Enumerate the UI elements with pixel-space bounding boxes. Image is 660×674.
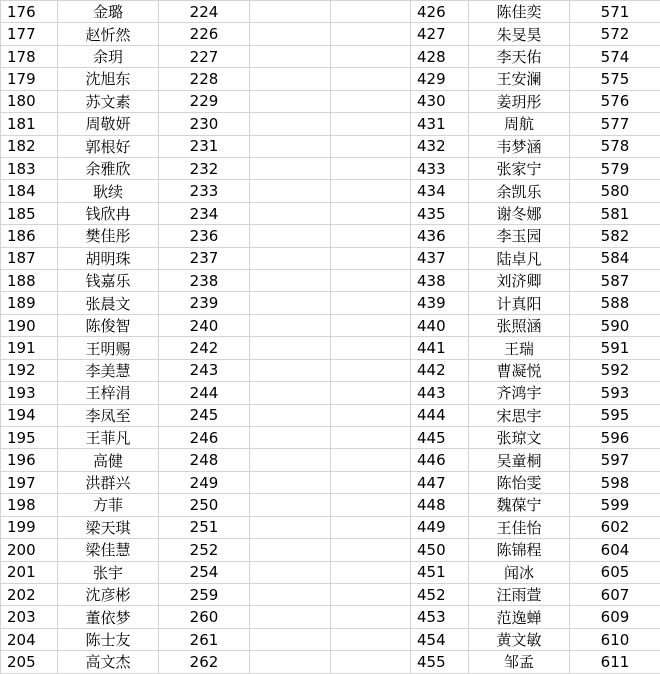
table-row [1, 180, 660, 202]
cell-empty[interactable] [250, 449, 331, 471]
cell-left-score[interactable]: 230 [159, 113, 250, 135]
cell-left-number[interactable]: 200 [1, 539, 58, 561]
table-row [1, 516, 660, 538]
cell-right-score[interactable]: 596 [570, 427, 660, 449]
cell-right-number[interactable]: 440 [411, 314, 469, 336]
cell-right-number[interactable]: 438 [411, 270, 469, 292]
cell-right-number[interactable]: 428 [411, 45, 469, 67]
cell-empty[interactable] [250, 516, 331, 538]
cell-left-score[interactable]: 237 [159, 247, 250, 269]
cell-right-score[interactable]: 611 [570, 651, 660, 673]
cell-left-number[interactable]: 178 [1, 45, 58, 67]
cell-left-number[interactable]: 183 [1, 157, 58, 179]
cell-left-number[interactable]: 192 [1, 359, 58, 381]
table-row [1, 471, 660, 493]
cell-right-number[interactable]: 441 [411, 337, 469, 359]
cell-empty[interactable] [331, 427, 411, 449]
cell-right-name[interactable]: 陈佳奕 [469, 1, 570, 23]
cell-right-name[interactable]: 陈怡雯 [469, 471, 570, 493]
cell-left-name[interactable]: 郭根好 [58, 135, 159, 157]
cell-left-number[interactable]: 187 [1, 247, 58, 269]
cell-empty[interactable] [250, 90, 331, 112]
cell-empty[interactable] [331, 516, 411, 538]
table-row [1, 628, 660, 650]
cell-empty[interactable] [250, 135, 331, 157]
cell-right-name[interactable]: 姜玥彤 [469, 90, 570, 112]
cell-left-number[interactable]: 193 [1, 382, 58, 404]
cell-left-name[interactable]: 高健 [58, 449, 159, 471]
cell-right-name[interactable]: 魏葆宁 [469, 494, 570, 516]
cell-empty[interactable] [331, 651, 411, 673]
cell-empty[interactable] [250, 1, 331, 23]
cell-empty[interactable] [331, 583, 411, 605]
cell-left-name[interactable]: 周敬妍 [58, 113, 159, 135]
cell-empty[interactable] [250, 337, 331, 359]
cell-empty[interactable] [250, 270, 331, 292]
cell-right-score[interactable]: 575 [570, 68, 660, 90]
cell-right-name[interactable]: 宋思宇 [469, 404, 570, 426]
cell-right-score[interactable]: 593 [570, 382, 660, 404]
cell-empty[interactable] [250, 314, 331, 336]
cell-right-name[interactable]: 闻冰 [469, 561, 570, 583]
cell-empty[interactable] [250, 113, 331, 135]
cell-empty[interactable] [331, 180, 411, 202]
cell-left-number[interactable]: 204 [1, 628, 58, 650]
cell-empty[interactable] [331, 471, 411, 493]
cell-empty[interactable] [250, 225, 331, 247]
cell-right-number[interactable]: 426 [411, 1, 469, 23]
cell-right-score[interactable]: 590 [570, 314, 660, 336]
table-row [1, 1, 660, 23]
cell-right-name[interactable]: 吴童桐 [469, 449, 570, 471]
cell-right-number[interactable]: 437 [411, 247, 469, 269]
cell-right-name[interactable]: 余凯乐 [469, 180, 570, 202]
table-row [1, 68, 660, 90]
cell-right-score[interactable]: 591 [570, 337, 660, 359]
table-row [1, 427, 660, 449]
cell-left-name[interactable]: 樊佳彤 [58, 225, 159, 247]
cell-empty[interactable] [331, 539, 411, 561]
cell-empty[interactable] [331, 68, 411, 90]
cell-right-number[interactable]: 453 [411, 606, 469, 628]
cell-left-score[interactable]: 238 [159, 270, 250, 292]
cell-empty[interactable] [250, 359, 331, 381]
table-row [1, 225, 660, 247]
cell-right-name[interactable]: 周航 [469, 113, 570, 135]
cell-empty[interactable] [250, 471, 331, 493]
cell-right-name[interactable]: 邹孟 [469, 651, 570, 673]
cell-left-name[interactable]: 梁天琪 [58, 516, 159, 538]
cell-right-number[interactable]: 455 [411, 651, 469, 673]
cell-right-score[interactable]: 592 [570, 359, 660, 381]
cell-left-number[interactable]: 203 [1, 606, 58, 628]
cell-left-number[interactable]: 188 [1, 270, 58, 292]
cell-left-number[interactable]: 201 [1, 561, 58, 583]
cell-left-name[interactable]: 方菲 [58, 494, 159, 516]
cell-right-name[interactable]: 谢冬娜 [469, 202, 570, 224]
cell-empty[interactable] [250, 427, 331, 449]
cell-left-name[interactable]: 余玥 [58, 45, 159, 67]
cell-empty[interactable] [250, 651, 331, 673]
cell-right-name[interactable]: 刘济卿 [469, 270, 570, 292]
cell-empty[interactable] [331, 337, 411, 359]
table-row [1, 247, 660, 269]
cell-left-number[interactable]: 185 [1, 202, 58, 224]
cell-right-score[interactable]: 584 [570, 247, 660, 269]
cell-empty[interactable] [331, 247, 411, 269]
cell-empty[interactable] [250, 606, 331, 628]
cell-right-number[interactable]: 436 [411, 225, 469, 247]
cell-left-name[interactable]: 苏文素 [58, 90, 159, 112]
cell-empty[interactable] [331, 45, 411, 67]
cell-right-score[interactable]: 581 [570, 202, 660, 224]
cell-left-name[interactable]: 金璐 [58, 1, 159, 23]
cell-right-score[interactable]: 576 [570, 90, 660, 112]
cell-left-number[interactable]: 184 [1, 180, 58, 202]
table-row [1, 404, 660, 426]
cell-left-score[interactable]: 252 [159, 539, 250, 561]
cell-empty[interactable] [250, 157, 331, 179]
cell-empty[interactable] [250, 583, 331, 605]
cell-empty[interactable] [250, 382, 331, 404]
cell-empty[interactable] [331, 404, 411, 426]
cell-left-score[interactable]: 226 [159, 23, 250, 45]
table-row [1, 359, 660, 381]
cell-right-name[interactable]: 陈锦程 [469, 539, 570, 561]
cell-right-name[interactable]: 朱旻昊 [469, 23, 570, 45]
table-row [1, 583, 660, 605]
cell-left-name[interactable]: 李美慧 [58, 359, 159, 381]
table-row [1, 606, 660, 628]
cell-right-name[interactable]: 王瑞 [469, 337, 570, 359]
cell-right-number[interactable]: 430 [411, 90, 469, 112]
cell-left-number[interactable]: 197 [1, 471, 58, 493]
cell-empty[interactable] [331, 1, 411, 23]
table-row [1, 45, 660, 67]
cell-empty[interactable] [331, 270, 411, 292]
cell-right-score[interactable]: 605 [570, 561, 660, 583]
cell-left-score[interactable]: 259 [159, 583, 250, 605]
cell-right-name[interactable]: 张琼文 [469, 427, 570, 449]
cell-left-name[interactable]: 胡明珠 [58, 247, 159, 269]
cell-left-number[interactable]: 186 [1, 225, 58, 247]
cell-left-score[interactable]: 251 [159, 516, 250, 538]
cell-left-name[interactable]: 张宇 [58, 561, 159, 583]
cell-empty[interactable] [250, 45, 331, 67]
cell-right-number[interactable]: 435 [411, 202, 469, 224]
table-row [1, 651, 660, 673]
cell-left-number[interactable]: 196 [1, 449, 58, 471]
cell-right-name[interactable]: 汪雨萱 [469, 583, 570, 605]
cell-empty[interactable] [250, 68, 331, 90]
cell-right-score[interactable]: 578 [570, 135, 660, 157]
cell-left-score[interactable]: 229 [159, 90, 250, 112]
cell-right-number[interactable]: 446 [411, 449, 469, 471]
cell-left-score[interactable]: 250 [159, 494, 250, 516]
table-row [1, 449, 660, 471]
cell-empty[interactable] [331, 135, 411, 157]
table-row [1, 90, 660, 112]
cell-right-name[interactable]: 曹凝悦 [469, 359, 570, 381]
cell-right-number[interactable]: 434 [411, 180, 469, 202]
cell-left-number[interactable]: 179 [1, 68, 58, 90]
cell-empty[interactable] [250, 247, 331, 269]
cell-right-score[interactable]: 579 [570, 157, 660, 179]
cell-right-number[interactable]: 451 [411, 561, 469, 583]
cell-right-number[interactable]: 433 [411, 157, 469, 179]
cell-left-score[interactable]: 240 [159, 314, 250, 336]
cell-right-score[interactable]: 602 [570, 516, 660, 538]
cell-left-score[interactable]: 243 [159, 359, 250, 381]
cell-right-score[interactable]: 588 [570, 292, 660, 314]
table-row [1, 292, 660, 314]
cell-left-score[interactable]: 245 [159, 404, 250, 426]
cell-right-name[interactable]: 计真阳 [469, 292, 570, 314]
table-row [1, 23, 660, 45]
cell-left-name[interactable]: 董依梦 [58, 606, 159, 628]
cell-left-number[interactable]: 195 [1, 427, 58, 449]
cell-empty[interactable] [331, 90, 411, 112]
cell-right-number[interactable]: 442 [411, 359, 469, 381]
cell-right-number[interactable]: 443 [411, 382, 469, 404]
table-row [1, 539, 660, 561]
cell-right-score[interactable]: 598 [570, 471, 660, 493]
cell-left-number[interactable]: 191 [1, 337, 58, 359]
cell-empty[interactable] [331, 494, 411, 516]
cell-empty[interactable] [250, 539, 331, 561]
cell-empty[interactable] [331, 359, 411, 381]
cell-right-score[interactable]: 609 [570, 606, 660, 628]
cell-left-score[interactable]: 224 [159, 1, 250, 23]
cell-left-number[interactable]: 190 [1, 314, 58, 336]
cell-right-number[interactable]: 449 [411, 516, 469, 538]
cell-right-name[interactable]: 黄文敏 [469, 628, 570, 650]
cell-left-score[interactable]: 260 [159, 606, 250, 628]
cell-empty[interactable] [331, 225, 411, 247]
cell-empty[interactable] [250, 561, 331, 583]
cell-right-number[interactable]: 444 [411, 404, 469, 426]
cell-empty[interactable] [331, 606, 411, 628]
cell-left-score[interactable]: 233 [159, 180, 250, 202]
cell-right-score[interactable]: 574 [570, 45, 660, 67]
cell-left-score[interactable]: 234 [159, 202, 250, 224]
cell-right-number[interactable]: 445 [411, 427, 469, 449]
cell-empty[interactable] [331, 314, 411, 336]
cell-right-score[interactable]: 607 [570, 583, 660, 605]
cell-left-score[interactable]: 242 [159, 337, 250, 359]
cell-right-name[interactable]: 王安澜 [469, 68, 570, 90]
cell-empty[interactable] [250, 23, 331, 45]
cell-right-score[interactable]: 582 [570, 225, 660, 247]
cell-empty[interactable] [250, 494, 331, 516]
table-row [1, 494, 660, 516]
cell-left-score[interactable]: 236 [159, 225, 250, 247]
cell-left-name[interactable]: 梁佳慧 [58, 539, 159, 561]
cell-left-name[interactable]: 高文杰 [58, 651, 159, 673]
cell-right-name[interactable]: 李玉园 [469, 225, 570, 247]
cell-right-name[interactable]: 张家宁 [469, 157, 570, 179]
cell-right-score[interactable]: 595 [570, 404, 660, 426]
cell-left-score[interactable]: 244 [159, 382, 250, 404]
cell-left-score[interactable]: 254 [159, 561, 250, 583]
cell-left-score[interactable]: 227 [159, 45, 250, 67]
cell-right-number[interactable]: 452 [411, 583, 469, 605]
cell-right-number[interactable]: 429 [411, 68, 469, 90]
cell-empty[interactable] [331, 628, 411, 650]
cell-left-number[interactable]: 198 [1, 494, 58, 516]
cell-right-score[interactable]: 571 [570, 1, 660, 23]
cell-left-name[interactable]: 王菲凡 [58, 427, 159, 449]
cell-left-number[interactable]: 205 [1, 651, 58, 673]
table-row [1, 270, 660, 292]
cell-empty[interactable] [331, 23, 411, 45]
cell-left-score[interactable]: 249 [159, 471, 250, 493]
cell-left-score[interactable]: 262 [159, 651, 250, 673]
cell-left-number[interactable]: 194 [1, 404, 58, 426]
cell-left-name[interactable]: 沈旭东 [58, 68, 159, 90]
cell-left-name[interactable]: 王梓涓 [58, 382, 159, 404]
cell-right-number[interactable]: 447 [411, 471, 469, 493]
cell-left-number[interactable]: 189 [1, 292, 58, 314]
cell-left-score[interactable]: 231 [159, 135, 250, 157]
cell-left-number[interactable]: 180 [1, 90, 58, 112]
cell-empty[interactable] [331, 382, 411, 404]
cell-empty[interactable] [250, 292, 331, 314]
cell-left-name[interactable]: 王明赐 [58, 337, 159, 359]
cell-left-name[interactable]: 陈俊智 [58, 314, 159, 336]
cell-empty[interactable] [250, 202, 331, 224]
cell-left-score[interactable]: 239 [159, 292, 250, 314]
cell-right-name[interactable]: 范逸蝉 [469, 606, 570, 628]
cell-empty[interactable] [331, 113, 411, 135]
cell-left-score[interactable]: 232 [159, 157, 250, 179]
cell-right-score[interactable]: 599 [570, 494, 660, 516]
cell-right-name[interactable]: 韦梦涵 [469, 135, 570, 157]
cell-empty[interactable] [331, 449, 411, 471]
cell-right-number[interactable]: 448 [411, 494, 469, 516]
cell-left-score[interactable]: 228 [159, 68, 250, 90]
cell-right-number[interactable]: 450 [411, 539, 469, 561]
cell-empty[interactable] [250, 628, 331, 650]
cell-left-number[interactable]: 181 [1, 113, 58, 135]
cell-right-name[interactable]: 陆卓凡 [469, 247, 570, 269]
cell-empty[interactable] [331, 292, 411, 314]
cell-left-name[interactable]: 赵忻然 [58, 23, 159, 45]
table-row [1, 561, 660, 583]
cell-left-number[interactable]: 176 [1, 1, 58, 23]
cell-right-score[interactable]: 572 [570, 23, 660, 45]
table-row [1, 337, 660, 359]
cell-left-number[interactable]: 202 [1, 583, 58, 605]
cell-empty[interactable] [250, 180, 331, 202]
cell-left-number[interactable]: 182 [1, 135, 58, 157]
cell-empty[interactable] [331, 202, 411, 224]
table-row [1, 314, 660, 336]
cell-left-name[interactable]: 钱嘉乐 [58, 270, 159, 292]
cell-left-score[interactable]: 248 [159, 449, 250, 471]
cell-right-number[interactable]: 454 [411, 628, 469, 650]
cell-left-name[interactable]: 余雅欣 [58, 157, 159, 179]
cell-left-name[interactable]: 陈士友 [58, 628, 159, 650]
table-row [1, 157, 660, 179]
cell-right-score[interactable]: 580 [570, 180, 660, 202]
cell-right-score[interactable]: 587 [570, 270, 660, 292]
cell-right-name[interactable]: 张照涵 [469, 314, 570, 336]
cell-right-number[interactable]: 427 [411, 23, 469, 45]
cell-right-number[interactable]: 432 [411, 135, 469, 157]
cell-empty[interactable] [250, 404, 331, 426]
cell-empty[interactable] [331, 157, 411, 179]
cell-left-number[interactable]: 199 [1, 516, 58, 538]
cell-left-name[interactable]: 张晨文 [58, 292, 159, 314]
cell-left-name[interactable]: 钱欣冉 [58, 202, 159, 224]
cell-right-score[interactable]: 597 [570, 449, 660, 471]
cell-left-score[interactable]: 261 [159, 628, 250, 650]
cell-right-name[interactable]: 李天佑 [469, 45, 570, 67]
cell-left-score[interactable]: 246 [159, 427, 250, 449]
cell-right-score[interactable]: 577 [570, 113, 660, 135]
cell-right-name[interactable]: 齐鸿宇 [469, 382, 570, 404]
cell-empty[interactable] [331, 561, 411, 583]
cell-right-score[interactable]: 610 [570, 628, 660, 650]
table-row [1, 202, 660, 224]
cell-right-number[interactable]: 431 [411, 113, 469, 135]
cell-right-number[interactable]: 439 [411, 292, 469, 314]
table-row [1, 382, 660, 404]
table-row [1, 135, 660, 157]
cell-left-number[interactable]: 177 [1, 23, 58, 45]
spreadsheet-body [1, 1, 660, 674]
cell-left-name[interactable]: 李凤至 [58, 404, 159, 426]
cell-left-name[interactable]: 耿续 [58, 180, 159, 202]
table-row [1, 113, 660, 135]
cell-right-score[interactable]: 604 [570, 539, 660, 561]
cell-left-name[interactable]: 洪群兴 [58, 471, 159, 493]
cell-right-name[interactable]: 王佳怡 [469, 516, 570, 538]
cell-left-name[interactable]: 沈彦彬 [58, 583, 159, 605]
